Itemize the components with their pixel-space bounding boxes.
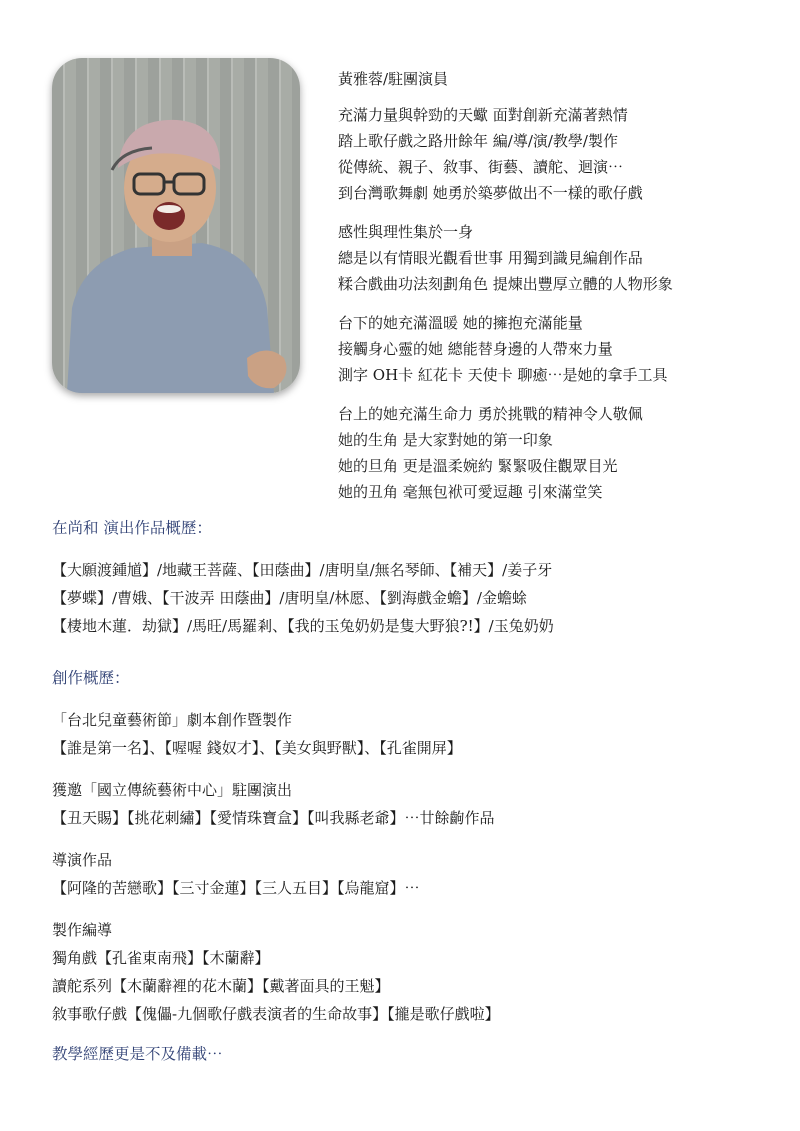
performances-section [52, 516, 772, 640]
bio-paragraph [338, 102, 778, 206]
portrait-illustration [52, 58, 300, 393]
bio-line: 她的旦角 更是溫柔婉約 緊緊吸住觀眾目光 [338, 457, 618, 475]
bio-paragraph [338, 219, 778, 297]
footer-section [52, 1042, 772, 1066]
bio-line: 感性與理性集於一身 [338, 223, 474, 241]
teaching-note: 教學經歷更是不及備載⋯ [52, 1045, 223, 1063]
bio-line: 糅合戲曲功法刻劃角色 提煉出豐厚立體的人物形象 [338, 275, 673, 293]
intro-section [338, 68, 778, 518]
creation-line: 【阿隆的苦戀歌】【三寸金蓮】【三人五目】【烏龍窟】⋯ [52, 879, 420, 897]
bio-line: 踏上歌仔戲之路卅餘年 編/導/演/教學/製作 [338, 132, 618, 150]
performance-line: 【夢蝶】/曹娥、【干波弄 田蔭曲】/唐明皇/林愿、【劉海戲金蟾】/金蟾蜍 [52, 589, 527, 607]
creations-section [52, 666, 772, 1042]
creation-line: 【丑天賜】【挑花刺繡】【愛情珠寶盒】【叫我縣老爺】⋯廿餘齣作品 [52, 809, 495, 827]
bio-line: 測字 OH卡 紅花卡 天使卡 聊癒⋯是她的拿手工具 [338, 366, 668, 384]
bio-line: 她的丑角 毫無包袱可愛逗趣 引來滿堂笑 [338, 483, 603, 501]
creation-block [52, 916, 772, 1028]
creation-block [52, 776, 772, 832]
bio-line: 總是以有情眼光觀看世事 用獨到識見編創作品 [338, 249, 643, 267]
creation-block [52, 846, 772, 902]
creations-heading: 創作概歷： [52, 669, 130, 687]
bio-line: 她的生角 是大家對她的第一印象 [338, 431, 553, 449]
creation-line: 敘事歌仔戲【傀儡-九個歌仔戲表演者的生命故事】【攏是歌仔戲啦】 [52, 1005, 500, 1023]
bio-line: 到台灣歌舞劇 她勇於築夢做出不一樣的歌仔戲 [338, 184, 643, 202]
creation-line: 【誰是第一名】、【喔喔 錢奴才】、【美女與野獸】、【孔雀開屏】 [52, 739, 462, 757]
name-title: 黃雅蓉/駐團演員 [338, 70, 449, 88]
bio-paragraph [338, 310, 778, 388]
creation-line: 「台北兒童藝術節」劇本創作暨製作 [52, 711, 293, 729]
creation-block [52, 706, 772, 762]
performances-heading: 在尚和 演出作品概歷： [52, 519, 212, 537]
performer-photo [52, 58, 300, 393]
creation-line: 讀舵系列【木蘭辭裡的花木蘭】【戴著面具的王魁】 [52, 977, 390, 995]
creation-line: 製作編導 [52, 921, 113, 939]
bio-line: 接觸身心靈的她 總能替身邊的人帶來力量 [338, 340, 613, 358]
performance-line: 【棲地木蓮．劫獄】/馬旺/馬羅剎、【我的玉兔奶奶是隻大野狼?!】/玉兔奶奶 [52, 617, 554, 635]
creation-line: 獨角戲【孔雀東南飛】【木蘭辭】 [52, 949, 270, 967]
bio-line: 充滿力量與幹勁的天蠍 面對創新充滿著熱情 [338, 106, 628, 124]
creation-line: 導演作品 [52, 851, 113, 869]
teeth [157, 205, 181, 213]
creation-line: 獲邀「國立傳統藝術中心」駐團演出 [52, 781, 293, 799]
bio-line: 台上的她充滿生命力 勇於挑戰的精神令人敬佩 [338, 405, 643, 423]
performance-line: 【大願渡鍾馗】/地藏王菩薩、【田蔭曲】/唐明皇/無名琴師、【補天】/姜子牙 [52, 561, 553, 579]
bio-line: 從傳統、親子、敘事、街藝、讀舵、迴演⋯ [338, 158, 624, 176]
bio-paragraph [338, 401, 778, 505]
shirt [67, 243, 274, 393]
bio-line: 台下的她充滿溫暖 她的擁抱充滿能量 [338, 314, 583, 332]
